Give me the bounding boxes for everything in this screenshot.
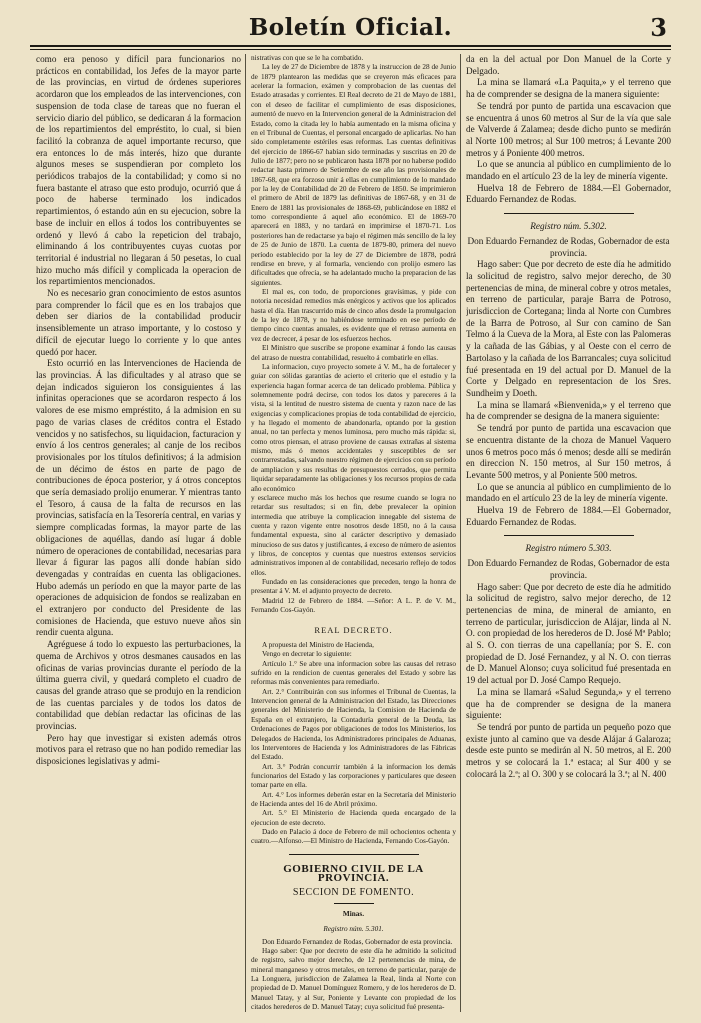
paragraph: nistrativas con que se le ha combatido.	[251, 54, 364, 62]
paragraph: Pero hay que investigar si existen además otros motivos para el retraso que no han podido remediar las disposiciones legislativas y admi-	[36, 732, 241, 767]
paragraph: El Ministro que suscribe se propone examinar á fondo las causas del atraso de nuestra contabilidad, resuelto á combatirle en ellas.	[251, 344, 456, 362]
paragraph: La mina se llamará «La Paquita,» y el terreno que ha de comprender se designa de la manera siguiente:	[466, 77, 671, 100]
paragraph: Lo que se anuncia al público en cumplimiento de lo mandado en el artículo 23 de la ley de minería vigente.	[466, 159, 671, 182]
decree-line: A propuesta del Ministro de Hacienda,	[262, 640, 374, 649]
decree-heading: REAL DECRETO.	[314, 624, 393, 635]
paragraph: La mina se llamará «Bienvenida,» y el terreno que ha de comprender se designa de la manera siguiente:	[466, 399, 671, 422]
column-3-continuation	[466, 54, 671, 1016]
paragraph: Se tendrá por punto de partida una escavacion que se encuentra distante de la choza de Manuel Vaquero unos 6 metros poco más ó menos; desde allí se medirán en direccion N. 150 metros, al Sur 150 metros, á Levante 500 metros, y al Poniente 500 metros.	[466, 423, 671, 480]
paragraph: Don Eduardo Fernandez de Rodas, Gobernador de esta provincia.	[467, 235, 670, 258]
paragraph: como era penoso y difícil para funcionarios no prácticos en contabilidad, los Jefes de la mayor parte de las provincias, en virtud de órdenes superiores acordaron que los empleados de las intervenciones, con suspension de toda clase de tareas que no fueran el servicio diario del público, se dedicaran á la formacion de los repartimientos del empréstito, lo cual, si bien facilitó la cobranza de aquel importante recurso, que era entonces lo de más interés, hizo que durante algunos meses se suspendieran por completo los periódicos trabajos de la contabilidad; y como si no fuera bastante el atraso que esto produjo, ocurrió que á poco de haberse terminado los indicados repartimientos, ó estando aún en su ejecucion, sobre la base de incluir en ellos á todos los contribuyentes se ordenó y llevó á cabo la repeticion del trabajo, eliminando á los contribuyentes cuyas cuotas por territorial é industrial no llegaran á 50 pesetas, lo cual hizo mucho más difícil y complicada la operacion de los repartimientos mencionados.	[36, 54, 241, 287]
column-divider	[245, 54, 246, 1012]
separator-rule	[504, 213, 634, 214]
paragraph: No es necesario gran conocimiento de estos asuntos para comprender lo fácil que es en los trabajos que deben ser diarios de la contabilidad producir insensiblemente un atraso importante, y lo costoso y difícil de ejecutar luego lo corriente y lo que antes quedó por hacer.	[36, 288, 241, 357]
decree-article: Art. 2.° Contribuirán con sus informes el Tribunal de Cuentas, la Intervencion general de la Administracion del Estado, las Direcciones generales del Ministerio de Hacienda, la Comision de Hacienda de España en el extranjero, la Contaduría general de la Deuda, las Ordenaciones de Pagos por obligaciones de todos los Ministerios, los Delegados de Hacienda, los Administradores principales de Aduanas, los Interventores de Hacienda y los Administradores de las Fábricas del Estado.	[251, 687, 456, 762]
paragraph: La informacion, cuyo proyecto somete á V. M., ha de fortalecer y guiar con sólidas garantías de acierto el criterio que el estudio y la experiencia hagan formar acerca de tan delicado problema. Pública y solemnemente podrá decirse, con todos los datos y pareceres á la vista, si la lentitud de nuestro sistema de cuenta y razon nace de las exigencias y complicaciones propias de toda contabilidad de ejercicio, y ha llegado el momento de abandonarla, optando por la gestion anual, no tan perfecta y menos luminosa, pero mucho más rápida: si, como otros piensan, el atraso proviene de causas extrañas al sistema mismo, más ó menos accidentales y susceptibles de ser contrarrestadas, salvando nuestro régimen de ejercicios con su período de ampliacion y sus resultas de presupuestos cerrados, que permita liquidar separadamente las obligaciones y los recursos propios de cada año económico	[251, 362, 456, 493]
registry-label: Registro núm. 5.302.	[530, 221, 607, 232]
column-2	[251, 54, 456, 1016]
publication-title: Boletín Oficial.	[248, 14, 453, 41]
paragraph: Hago saber: Que por decreto de este día he admitido la solicitud de registro, salvo mejor derecho, de 12 pertenencias de mina, de mineral de amianto, en terreno de particular, jurisdiccion de Alájar, linda al N. O. con propiedad de los herederos de D. José Mª Pablo; al S. O. con tierras de una capellanía; por S. E. con propiedad de D. José Fernandez, y al N. O. con tierras de D. Manuel Alonso; cuya solicitud fué presentada en 19 del actual por D. José Campo Requejo.	[466, 581, 671, 686]
date-signature: Huelva 18 de Febrero de 1884.—El Gobernador, Eduardo Fernandez de Rodas.	[466, 182, 671, 205]
paragraph: Hago saber: Que por decreto de este día he admitido la solicitud de registro, salvo mejor derecho, de 30 pertenencias de mina, de mineral cobre y otros metales, en terreno de particular, paraje Barra de Potroso, jurisdiccion de Cortegana; linda al Norte con Cumbres de la Barra de Potroso, al Sur con camino de San Telmo á la Cueva de la Mora, al Este con las Palomeras y la cañada de las Gábias, y al Oeste con el cerro de Bartolaso y la cañada de los Barrancales; cuya solicitud fué presentada en 19 del actual por D. Manuel de la Corte y Delgado en representacion de los Sres. Sundheim y Doeth.	[466, 259, 671, 398]
separator-rule	[334, 903, 374, 904]
paragraph: y esclarece mucho más los hechos que resume cuando se logra no retardar sus resultados; si en fin, debe prevalecer la opinion intermedia que atribuye la complicacion innegable del sistema de cuenta y razon vigente entre nosotros desde 1850, no á la causa fundamental expuesta, sino al carácter descriptivo y demasiado minucioso de sus datos y justificantes, á exceso de número de asientos y libros, de conceptos y cuentas que nuestros extensos servicios administrativos imponen al de contabilidad, necesario reflejo de todos ellos.	[251, 493, 456, 577]
paragraph: Fundado en las consideraciones que preceden, tengo la honra de presentar á V. M. el adjunto proyecto de decreto.	[251, 578, 456, 596]
registry-label: Registro número 5.303.	[525, 543, 612, 554]
paragraph: Se tendrá por punto de partida un pequeño pozo que existe junto al camino que va desde Alájar á Galaroza; desde este punto se medirán al N. 50 metros, al E. 200 metros y se colocará la 1.ª estaca; al Sur 400 y se colocará la 2.ª; al O. 300 y se colocará la 3.ª; al N. 400	[466, 721, 671, 779]
paragraph: Hago saber: Que por decreto de este día he admitido la solicitud de registro, salvo mejor derecho, de 12 pertenencias de mina, de mineral manganeso y otros metales, en terreno de particular, paraje de La Longuera, jurisdiccion de Zalamea la Real, linda al Norte con propiedad de D. Manuel Domínguez Romero, y de los herederos de D. Manuel Tatay, y al Sur, Poniente y Levante con propiedad de los citados herederos de D. Manuel Tatay; cuya solicitud fué presenta-	[251, 946, 456, 1012]
masthead-rule-thin	[30, 49, 671, 50]
paragraph: El mal es, con todo, de proporciones gravísimas, y pide con notoria necesidad remedios más enérgicos y activos que los aplicados hasta el día. Han trascurrido más de cinco años desde la promulgacion de la ley de 1878, y no habiéndose terminado en ese período de tiempo cinco cuentas anuales, es evidente que el retraso aumenta en vez de decrecer, á pesar de los esfuerzos hechos.	[251, 287, 456, 343]
date-signature: Madrid 12 de Febrero de 1884. —Señor: A L. P. de V. M., Fernando Cos-Gayón.	[251, 596, 456, 615]
section-title: GOBIERNO CIVIL DE LA PROVINCIA.	[283, 862, 424, 885]
decree-article: Artículo 1.° Se abre una informacion sobre las causas del retraso sufrido en la rendicion de cuentas generales del Estado y sobre las reformas más convenientes para remediarlo.	[251, 659, 456, 687]
separator-rule	[504, 535, 634, 536]
paragraph: Esto ocurrió en las Intervenciones de Hacienda de las provincias. Á las dificultades y al atraso que se dejan indicados siguieron los consiguientes á las infinitas operaciones que se acordaron respecto á los valores de ese mismo empréstito, á la admision en su pago de varias clases de créditos contra el Estado vencidos y no satisfechos, su liquidacion, facturacion y envío á los centros generales; al canje de los recibos provisionales por los títulos definitivos; á la admision de un décimo de éstos en parte de pago de contribuciones de época posterior, y á otros conceptos que sería demasiado prolijo enumerar. Y mientras tanto el Tesoro, á causa de la falta de recursos en las provincias, satisfacía en la Tesorería central, en varias y siempre complicadas formas, la mayor parte de las obligaciones de aquéllas, dando así lugar á doble número de operaciones de contabilidad, necesarias para llevar á figurar las pagos allí donde habían sido devengadas y contraídas en cuenta las obligaciones. Hubo además un período en que la mayor parte de las operaciones de adquisicion de fondos se realizaban en el extranjero por conducto del Presidente de las comisiones de Hacienda, que estuvo nueve años sin rendir cuenta alguna.	[36, 358, 241, 638]
decree-article: Art. 3.° Podrán concurrir también á la informacion los demás funcionarios del Estado y las corporaciones y particulares que deseen tomar parte en ella.	[251, 762, 456, 790]
separator-rule	[289, 854, 419, 855]
paragraph: Don Eduardo Fernandez de Rodas, Gobernador de esta provincia.	[467, 558, 670, 580]
masthead-rule-thick	[30, 45, 671, 47]
date-signature: Huelva 19 de Febrero de 1884.—El Gobernador, Eduardo Fernandez de Rodas.	[466, 505, 671, 527]
paragraph: Se tendrá por punto de partida una escavacion que se encuentra á unos 60 metros al Sur de la vía que sale de Valverde á Zalamea; desde dicho punto se medirán al Norte 100 metros; al Sur 100 metros; á Levante 200 metros y á Poniente 400 metros.	[466, 100, 671, 158]
subsection-minas: Minas.	[342, 909, 365, 918]
paragraph: da en la del actual por Don Manuel de la Corte y Delgado.	[466, 54, 671, 76]
decree-article: Art. 4.° Los informes deberán estar en la Secretaría del Ministerio de Hacienda antes del 16 de Abril próximo.	[251, 790, 456, 809]
paragraph: Lo que se anuncia al público en cumplimiento de lo mandado en el artículo 23 de la ley de minería vigente.	[466, 481, 671, 504]
column-1	[36, 54, 241, 1016]
column-divider	[460, 54, 461, 1012]
decree-line: Vengo en decretar lo siguiente:	[262, 650, 352, 659]
decree-signature: Dado en Palacio á doce de Febrero de mil ochocientos ochenta y cuatro.—Alfonso.—El Ministro de Hacienda, Fernando Cos-Gayón.	[251, 828, 456, 846]
section-subtitle: SECCION DE FOMENTO.	[292, 886, 415, 898]
masthead	[30, 14, 671, 44]
decree-article: Art. 5.° El Ministerio de Hacienda queda encargado de la ejecucion de este decreto.	[251, 809, 456, 827]
paragraph: Agréguese á todo lo expuesto las perturbaciones, la quema de Archivos y otros desmanes causados en las oficinas de varias provincias durante el período de la última guerra civil, y quedará completo el cuadro de causas del grande atraso que se produjo en la rendicion de las cuentas parciales y de todos los datos de contabilidad que debían redactar las oficinas de las provincias.	[36, 639, 241, 732]
paragraph: La mina se llamará «Salud Segunda,» y el terreno que ha de comprender se designa de la manera siguiente:	[466, 686, 671, 721]
registry-label: Registro núm. 5.301.	[323, 925, 384, 934]
paragraph: La ley de 27 de Diciembre de 1878 y la instruccion de 28 de Junio de 1879 plantearon las medidas que se creyeron más eficaces para acelerar la formacion, exámen y comprobacion de las cuentas del Estado atrasadas y corrientes. El Real decreto de 21 de Mayo de 1881, con el deseo de facilitar el cumplimiento de esas disposiciones, aumentó de nuevo en la Intervencion general de la Administracion del Estado, como la citada ley lo había aumentado en la misma oficina y en el Tribunal de Cuentas, el personal encargado de aplicarlas. No han sido completamente estériles esas reformas. Las cuentas definitivas del ejercicio de 1866-67 habían sido terminadas y suscritas en 20 de Julio de 1877; pero no se publicaron hasta 1878 por no haberse podido redactar hasta primero de Setiembre de ese año las provisionales de 1867-68, que era forzoso unir á ellas en cumplimiento de lo mandado por la ley de Contabilidad de 20 de Febrero de 1850. Se imprimieron el primero de Abril de 1879 las definitivas de 1867-68, y en 31 de Enero de 1881 las provisionales de 1868-69, publicándose en 1882 el tomo correspondiente á aquel año económico. El de 1869-70 aparecerá en 1883, y no tardará en imprimirse el 1870-71. Los posteriores han de redactarse ya bajo el régimen más sencillo de la ley de 25 de Junio de 1870. La cuenta de 1879-80, primera del nuevo período establecido por la ley de 27 de Diciembre de 1878, podrá rendirse en breve, y al formarla, venciendo con prolijo esmero las dificultades que ofrecía, se ha adelantado mucho la preparacion de las siguientes.	[251, 63, 456, 287]
page-number: 3	[650, 13, 667, 42]
paragraph: Don Eduardo Fernandez de Rodas, Gobernador de esta provincia.	[262, 937, 453, 946]
